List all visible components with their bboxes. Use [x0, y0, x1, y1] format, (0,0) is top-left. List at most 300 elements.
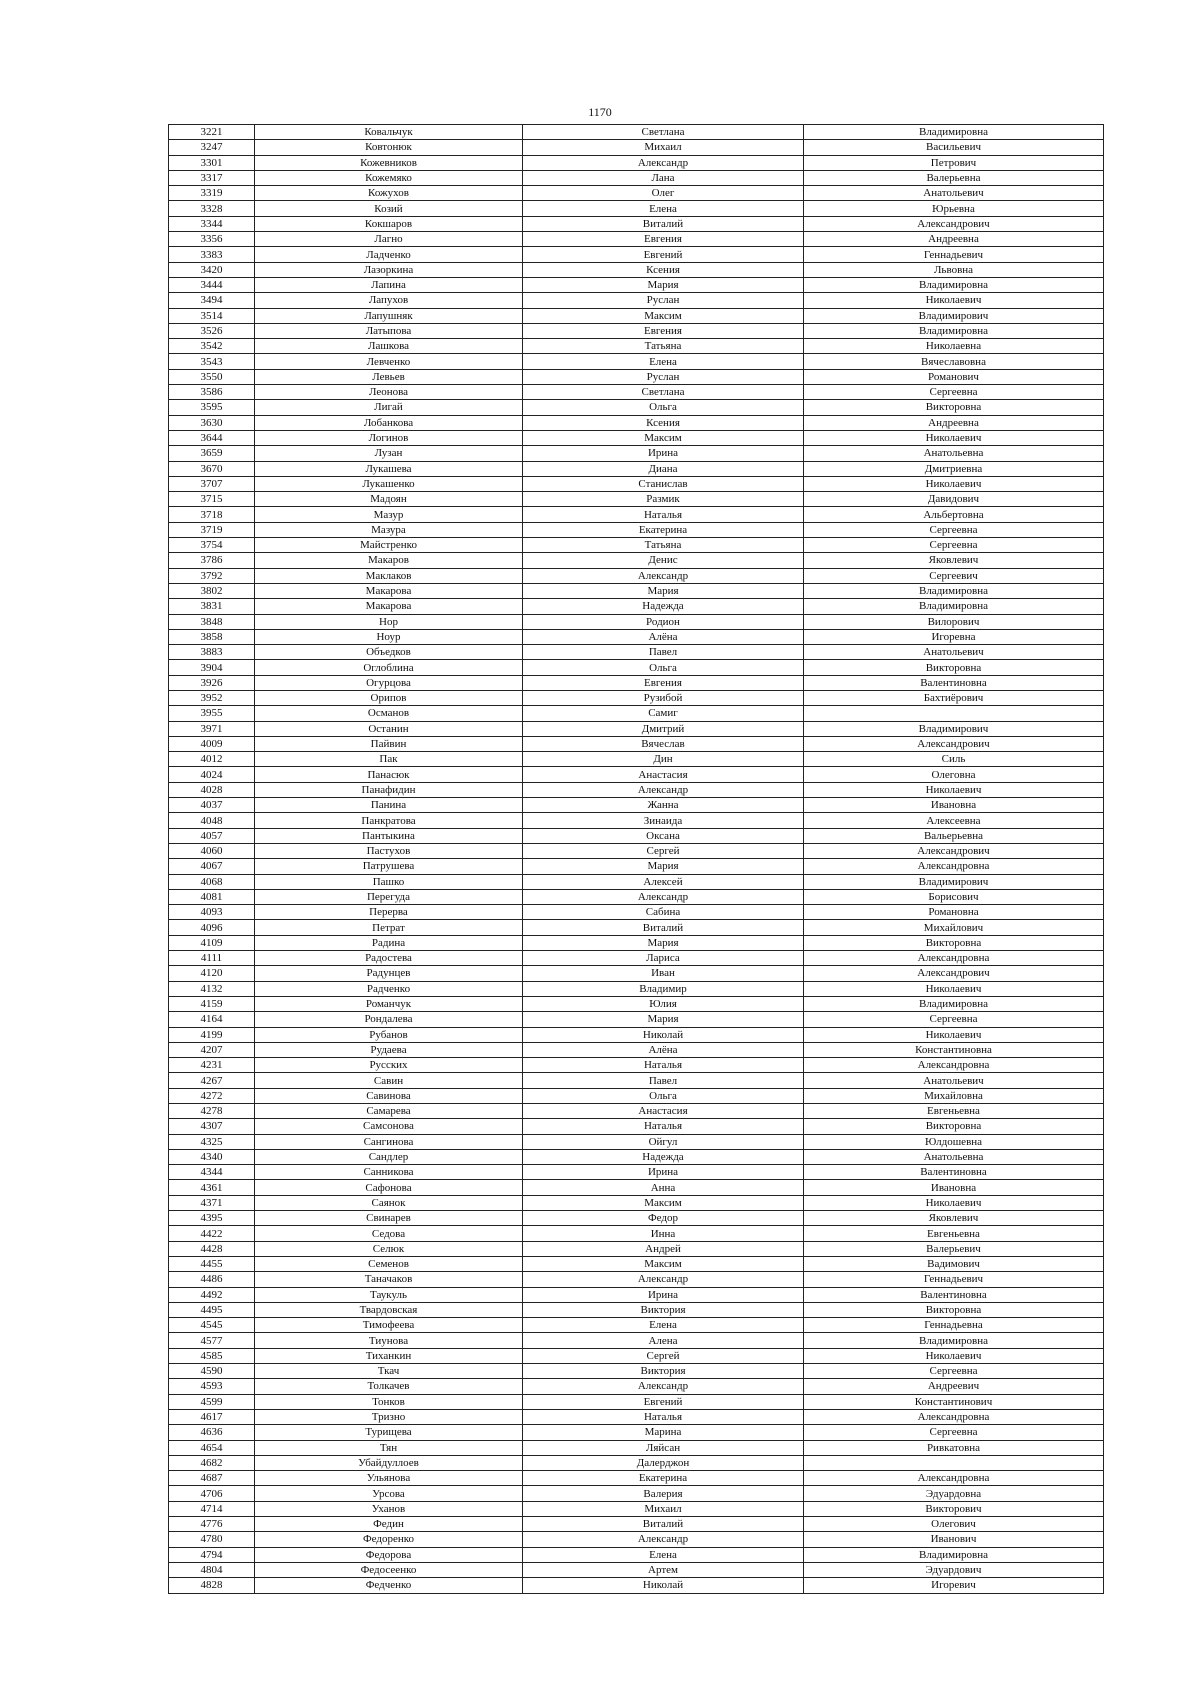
record-number-cell: 4278: [169, 1104, 255, 1119]
patronymic-cell: Викторовна: [804, 400, 1104, 415]
patronymic-cell: Дмитриевна: [804, 461, 1104, 476]
patronymic-cell: Андреевна: [804, 232, 1104, 247]
last-name-cell: Саянок: [255, 1195, 523, 1210]
record-number-cell: 3586: [169, 385, 255, 400]
last-name-cell: Тиунова: [255, 1333, 523, 1348]
last-name-cell: Лукашенко: [255, 476, 523, 491]
record-number-cell: 3301: [169, 155, 255, 170]
record-number-cell: 4009: [169, 736, 255, 751]
table-row: [169, 951, 1104, 966]
table-row: [169, 1379, 1104, 1394]
record-number-cell: 3317: [169, 170, 255, 185]
record-number-cell: 4654: [169, 1440, 255, 1455]
patronymic-cell: Ривкатовна: [804, 1440, 1104, 1455]
patronymic-cell: Игоревич: [804, 1578, 1104, 1593]
record-number-cell: 3802: [169, 583, 255, 598]
record-number-cell: 3952: [169, 690, 255, 705]
patronymic-cell: Бахтиёрович: [804, 690, 1104, 705]
table-row: [169, 752, 1104, 767]
last-name-cell: Радунцев: [255, 966, 523, 981]
patronymic-cell: Викторовна: [804, 935, 1104, 950]
table-row: [169, 935, 1104, 950]
first-name-cell: Наталья: [523, 1409, 804, 1424]
record-number-cell: 4804: [169, 1562, 255, 1577]
table-row: [169, 767, 1104, 782]
table-row: [169, 1302, 1104, 1317]
table-row: [169, 232, 1104, 247]
patronymic-cell: Валерьевич: [804, 1241, 1104, 1256]
table-row: [169, 1486, 1104, 1501]
patronymic-cell: Борисович: [804, 889, 1104, 904]
table-row: [169, 369, 1104, 384]
record-number-cell: 3420: [169, 262, 255, 277]
patronymic-cell: Николаевна: [804, 339, 1104, 354]
last-name-cell: Толкачев: [255, 1379, 523, 1394]
patronymic-cell: Сергеевна: [804, 1364, 1104, 1379]
table-row: [169, 201, 1104, 216]
last-name-cell: Пак: [255, 752, 523, 767]
record-number-cell: 4706: [169, 1486, 255, 1501]
patronymic-cell: Ивановна: [804, 1180, 1104, 1195]
patronymic-cell: Александрович: [804, 843, 1104, 858]
last-name-cell: Федоренко: [255, 1532, 523, 1547]
patronymic-cell: Ивановна: [804, 798, 1104, 813]
table-row: [169, 660, 1104, 675]
last-name-cell: Макарова: [255, 583, 523, 598]
patronymic-cell: Александрович: [804, 966, 1104, 981]
first-name-cell: Марина: [523, 1425, 804, 1440]
first-name-cell: Зинаида: [523, 813, 804, 828]
record-number-cell: 3595: [169, 400, 255, 415]
last-name-cell: Сафонова: [255, 1180, 523, 1195]
patronymic-cell: Вилорович: [804, 614, 1104, 629]
table-row: [169, 155, 1104, 170]
first-name-cell: Михаил: [523, 140, 804, 155]
first-name-cell: Диана: [523, 461, 804, 476]
patronymic-cell: Александрович: [804, 216, 1104, 231]
record-number-cell: 4687: [169, 1471, 255, 1486]
last-name-cell: Радченко: [255, 981, 523, 996]
last-name-cell: Макарова: [255, 599, 523, 614]
table-row: [169, 553, 1104, 568]
first-name-cell: Татьяна: [523, 538, 804, 553]
patronymic-cell: Львовна: [804, 262, 1104, 277]
first-name-cell: Алексей: [523, 874, 804, 889]
last-name-cell: Панкратова: [255, 813, 523, 828]
table-row: [169, 354, 1104, 369]
patronymic-cell: Геннадьевич: [804, 247, 1104, 262]
table-row: [169, 538, 1104, 553]
last-name-cell: Нор: [255, 614, 523, 629]
table-row: [169, 1088, 1104, 1103]
first-name-cell: Александр: [523, 155, 804, 170]
first-name-cell: Павел: [523, 1073, 804, 1088]
patronymic-cell: Сергеевна: [804, 522, 1104, 537]
table-row: [169, 1409, 1104, 1424]
record-number-cell: 3514: [169, 308, 255, 323]
table-row: [169, 1058, 1104, 1073]
record-number-cell: 4428: [169, 1241, 255, 1256]
patronymic-cell: Сергеевна: [804, 538, 1104, 553]
first-name-cell: Надежда: [523, 599, 804, 614]
record-number-cell: 4028: [169, 782, 255, 797]
table-row: [169, 216, 1104, 231]
table-row: [169, 920, 1104, 935]
patronymic-cell: Эдуардович: [804, 1562, 1104, 1577]
patronymic-cell: Анатольевич: [804, 1073, 1104, 1088]
patronymic-cell: Анатольевич: [804, 186, 1104, 201]
last-name-cell: Лапушняк: [255, 308, 523, 323]
patronymic-cell: Николаевич: [804, 1348, 1104, 1363]
first-name-cell: Мария: [523, 859, 804, 874]
first-name-cell: Александр: [523, 782, 804, 797]
patronymic-cell: Николаевич: [804, 293, 1104, 308]
last-name-cell: Макаров: [255, 553, 523, 568]
table-row: [169, 461, 1104, 476]
first-name-cell: Сабина: [523, 905, 804, 920]
patronymic-cell: Романовна: [804, 905, 1104, 920]
first-name-cell: Виктория: [523, 1302, 804, 1317]
table-row: [169, 1165, 1104, 1180]
table-row: [169, 798, 1104, 813]
last-name-cell: Сандлер: [255, 1149, 523, 1164]
first-name-cell: Евгения: [523, 323, 804, 338]
last-name-cell: Леонова: [255, 385, 523, 400]
last-name-cell: Рудаева: [255, 1042, 523, 1057]
record-number-cell: 3247: [169, 140, 255, 155]
first-name-cell: Артем: [523, 1562, 804, 1577]
first-name-cell: Павел: [523, 645, 804, 660]
table-row: [169, 583, 1104, 598]
table-row: [169, 706, 1104, 721]
last-name-cell: Логинов: [255, 430, 523, 445]
patronymic-cell: Васильевич: [804, 140, 1104, 155]
patronymic-cell: Евгеньевна: [804, 1104, 1104, 1119]
last-name-cell: Петрат: [255, 920, 523, 935]
last-name-cell: Сангинова: [255, 1134, 523, 1149]
record-number-cell: 4199: [169, 1027, 255, 1042]
table-row: [169, 905, 1104, 920]
first-name-cell: Елена: [523, 1318, 804, 1333]
table-row: [169, 446, 1104, 461]
record-number-cell: 3719: [169, 522, 255, 537]
last-name-cell: Панасюк: [255, 767, 523, 782]
record-number-cell: 4492: [169, 1287, 255, 1302]
last-name-cell: Федченко: [255, 1578, 523, 1593]
first-name-cell: Размик: [523, 492, 804, 507]
record-number-cell: 4096: [169, 920, 255, 935]
record-number-cell: 3644: [169, 430, 255, 445]
last-name-cell: Лазоркина: [255, 262, 523, 277]
patronymic-cell: Валерьевна: [804, 170, 1104, 185]
patronymic-cell: Николаевич: [804, 430, 1104, 445]
last-name-cell: Таначаков: [255, 1272, 523, 1287]
last-name-cell: Левьев: [255, 369, 523, 384]
first-name-cell: Руслан: [523, 293, 804, 308]
record-number-cell: 3718: [169, 507, 255, 522]
record-number-cell: 4093: [169, 905, 255, 920]
first-name-cell: Владимир: [523, 981, 804, 996]
first-name-cell: Александр: [523, 1379, 804, 1394]
first-name-cell: Евгений: [523, 1394, 804, 1409]
last-name-cell: Федосеенко: [255, 1562, 523, 1577]
last-name-cell: Мадоян: [255, 492, 523, 507]
last-name-cell: Рубанов: [255, 1027, 523, 1042]
first-name-cell: Ольга: [523, 400, 804, 415]
patronymic-cell: Валентиновна: [804, 1165, 1104, 1180]
table-row: [169, 247, 1104, 262]
table-row: [169, 308, 1104, 323]
patronymic-cell: Владимирович: [804, 721, 1104, 736]
record-number-cell: 3858: [169, 629, 255, 644]
first-name-cell: Максим: [523, 308, 804, 323]
table-row: [169, 966, 1104, 981]
record-number-cell: 4231: [169, 1058, 255, 1073]
first-name-cell: Ирина: [523, 1165, 804, 1180]
table-row: [169, 843, 1104, 858]
table-row: [169, 736, 1104, 751]
table-row: [169, 400, 1104, 415]
patronymic-cell: Петрович: [804, 155, 1104, 170]
record-number-cell: 4486: [169, 1272, 255, 1287]
record-number-cell: 3955: [169, 706, 255, 721]
table-row: [169, 629, 1104, 644]
patronymic-cell: Сергеевич: [804, 568, 1104, 583]
first-name-cell: Наталья: [523, 507, 804, 522]
record-number-cell: 3630: [169, 415, 255, 430]
patronymic-cell: Силь: [804, 752, 1104, 767]
first-name-cell: Ирина: [523, 446, 804, 461]
record-number-cell: 4590: [169, 1364, 255, 1379]
patronymic-cell: Михайлович: [804, 920, 1104, 935]
table-row: [169, 874, 1104, 889]
table-row: [169, 140, 1104, 155]
first-name-cell: Валерия: [523, 1486, 804, 1501]
last-name-cell: Латыпова: [255, 323, 523, 338]
first-name-cell: Мария: [523, 583, 804, 598]
record-number-cell: 3444: [169, 277, 255, 292]
first-name-cell: Ольга: [523, 1088, 804, 1103]
patronymic-cell: Владимировна: [804, 323, 1104, 338]
patronymic-cell: Олеговна: [804, 767, 1104, 782]
table-row: [169, 1532, 1104, 1547]
record-number-cell: 3550: [169, 369, 255, 384]
patronymic-cell: Игоревна: [804, 629, 1104, 644]
last-name-cell: Пантыкина: [255, 828, 523, 843]
first-name-cell: Анастасия: [523, 767, 804, 782]
first-name-cell: Виктория: [523, 1364, 804, 1379]
table-row: [169, 721, 1104, 736]
table-row: [169, 614, 1104, 629]
first-name-cell: Елена: [523, 201, 804, 216]
record-number-cell: 3328: [169, 201, 255, 216]
record-number-cell: 4636: [169, 1425, 255, 1440]
record-number-cell: 3707: [169, 476, 255, 491]
patronymic-cell: Олегович: [804, 1517, 1104, 1532]
first-name-cell: Руслан: [523, 369, 804, 384]
first-name-cell: Ольга: [523, 660, 804, 675]
first-name-cell: Наталья: [523, 1058, 804, 1073]
record-number-cell: 4617: [169, 1409, 255, 1424]
record-number-cell: 3971: [169, 721, 255, 736]
table-row: [169, 1562, 1104, 1577]
patronymic-cell: Юрьевна: [804, 201, 1104, 216]
record-number-cell: 4272: [169, 1088, 255, 1103]
record-number-cell: 3715: [169, 492, 255, 507]
record-number-cell: 3383: [169, 247, 255, 262]
patronymic-cell: Александровна: [804, 1409, 1104, 1424]
first-name-cell: Сергей: [523, 843, 804, 858]
record-number-cell: 4599: [169, 1394, 255, 1409]
patronymic-cell: Владимировна: [804, 996, 1104, 1011]
first-name-cell: Елена: [523, 1547, 804, 1562]
record-number-cell: 4120: [169, 966, 255, 981]
last-name-cell: Русских: [255, 1058, 523, 1073]
patronymic-cell: Романович: [804, 369, 1104, 384]
first-name-cell: Ксения: [523, 262, 804, 277]
record-number-cell: 4340: [169, 1149, 255, 1164]
patronymic-cell: Андреевич: [804, 1379, 1104, 1394]
table-row: [169, 859, 1104, 874]
table-row: [169, 1272, 1104, 1287]
table-row: [169, 568, 1104, 583]
record-number-cell: 4048: [169, 813, 255, 828]
first-name-cell: Алена: [523, 1333, 804, 1348]
last-name-cell: Козий: [255, 201, 523, 216]
last-name-cell: Лагно: [255, 232, 523, 247]
last-name-cell: Тимофеева: [255, 1318, 523, 1333]
patronymic-cell: Геннадьевна: [804, 1318, 1104, 1333]
patronymic-cell: Алексеевна: [804, 813, 1104, 828]
first-name-cell: Иван: [523, 966, 804, 981]
last-name-cell: Ткач: [255, 1364, 523, 1379]
table-row: [169, 1394, 1104, 1409]
last-name-cell: Тиханкин: [255, 1348, 523, 1363]
record-number-cell: 3344: [169, 216, 255, 231]
last-name-cell: Савин: [255, 1073, 523, 1088]
patronymic-cell: Валентиновна: [804, 675, 1104, 690]
last-name-cell: Семенов: [255, 1256, 523, 1271]
first-name-cell: Евгения: [523, 675, 804, 690]
last-name-cell: Тян: [255, 1440, 523, 1455]
patronymic-cell: Александровна: [804, 859, 1104, 874]
table-row: [169, 323, 1104, 338]
last-name-cell: Рондалева: [255, 1012, 523, 1027]
first-name-cell: Наталья: [523, 1119, 804, 1134]
first-name-cell: Сергей: [523, 1348, 804, 1363]
first-name-cell: Мария: [523, 1012, 804, 1027]
patronymic-cell: Владимировна: [804, 583, 1104, 598]
table-row: [169, 1195, 1104, 1210]
last-name-cell: Левченко: [255, 354, 523, 369]
last-name-cell: Пастухов: [255, 843, 523, 858]
last-name-cell: Перерва: [255, 905, 523, 920]
record-number-cell: 4395: [169, 1211, 255, 1226]
last-name-cell: Самсонова: [255, 1119, 523, 1134]
last-name-cell: Останин: [255, 721, 523, 736]
table-row: [169, 1318, 1104, 1333]
first-name-cell: Ойгул: [523, 1134, 804, 1149]
first-name-cell: Виталий: [523, 216, 804, 231]
record-number-cell: 3670: [169, 461, 255, 476]
last-name-cell: Уханов: [255, 1501, 523, 1516]
first-name-cell: Александр: [523, 1272, 804, 1287]
patronymic-cell: Анатольевна: [804, 446, 1104, 461]
table-row: [169, 1226, 1104, 1241]
first-name-cell: Михаил: [523, 1501, 804, 1516]
first-name-cell: Дин: [523, 752, 804, 767]
last-name-cell: Перегуда: [255, 889, 523, 904]
record-number-cell: 3904: [169, 660, 255, 675]
patronymic-cell: Вячеславовна: [804, 354, 1104, 369]
patronymic-cell: Александровна: [804, 1471, 1104, 1486]
record-number-cell: 4325: [169, 1134, 255, 1149]
patronymic-cell: Владимировна: [804, 1333, 1104, 1348]
last-name-cell: Федорова: [255, 1547, 523, 1562]
record-number-cell: 4344: [169, 1165, 255, 1180]
patronymic-cell: Николаевич: [804, 981, 1104, 996]
patronymic-cell: Викторович: [804, 1501, 1104, 1516]
last-name-cell: Таукуль: [255, 1287, 523, 1302]
record-number-cell: 3221: [169, 125, 255, 140]
table-row: [169, 1211, 1104, 1226]
record-number-cell: 4422: [169, 1226, 255, 1241]
first-name-cell: Олег: [523, 186, 804, 201]
first-name-cell: Рузибой: [523, 690, 804, 705]
first-name-cell: Денис: [523, 553, 804, 568]
table-row: [169, 1471, 1104, 1486]
patronymic-cell: Владимировна: [804, 277, 1104, 292]
table-row: [169, 125, 1104, 140]
table-row: [169, 1042, 1104, 1057]
record-number-cell: 4495: [169, 1302, 255, 1317]
table-row: [169, 1547, 1104, 1562]
record-number-cell: 4207: [169, 1042, 255, 1057]
last-name-cell: Майстренко: [255, 538, 523, 553]
record-number-cell: 4164: [169, 1012, 255, 1027]
first-name-cell: Надежда: [523, 1149, 804, 1164]
first-name-cell: Евгения: [523, 232, 804, 247]
patronymic-cell: Валентиновна: [804, 1287, 1104, 1302]
table-row: [169, 277, 1104, 292]
table-row: [169, 262, 1104, 277]
record-number-cell: 4057: [169, 828, 255, 843]
first-name-cell: Лана: [523, 170, 804, 185]
record-number-cell: 4361: [169, 1180, 255, 1195]
record-number-cell: 3848: [169, 614, 255, 629]
record-number-cell: 4024: [169, 767, 255, 782]
table-row: [169, 186, 1104, 201]
last-name-cell: Пашко: [255, 874, 523, 889]
patronymic-cell: Анатольевна: [804, 1149, 1104, 1164]
last-name-cell: Тонков: [255, 1394, 523, 1409]
patronymic-cell: Альбертовна: [804, 507, 1104, 522]
first-name-cell: Виталий: [523, 920, 804, 935]
patronymic-cell: Викторовна: [804, 1302, 1104, 1317]
record-number-cell: 3542: [169, 339, 255, 354]
first-name-cell: Александр: [523, 1532, 804, 1547]
patronymic-cell: Александровна: [804, 1058, 1104, 1073]
last-name-cell: Кокшаров: [255, 216, 523, 231]
patronymic-cell: Вальерьевна: [804, 828, 1104, 843]
last-name-cell: Огурцова: [255, 675, 523, 690]
last-name-cell: Ладченко: [255, 247, 523, 262]
patronymic-cell: Евгеньевна: [804, 1226, 1104, 1241]
last-name-cell: Мазур: [255, 507, 523, 522]
table-row: [169, 1517, 1104, 1532]
last-name-cell: Свинарев: [255, 1211, 523, 1226]
last-name-cell: Маклаков: [255, 568, 523, 583]
